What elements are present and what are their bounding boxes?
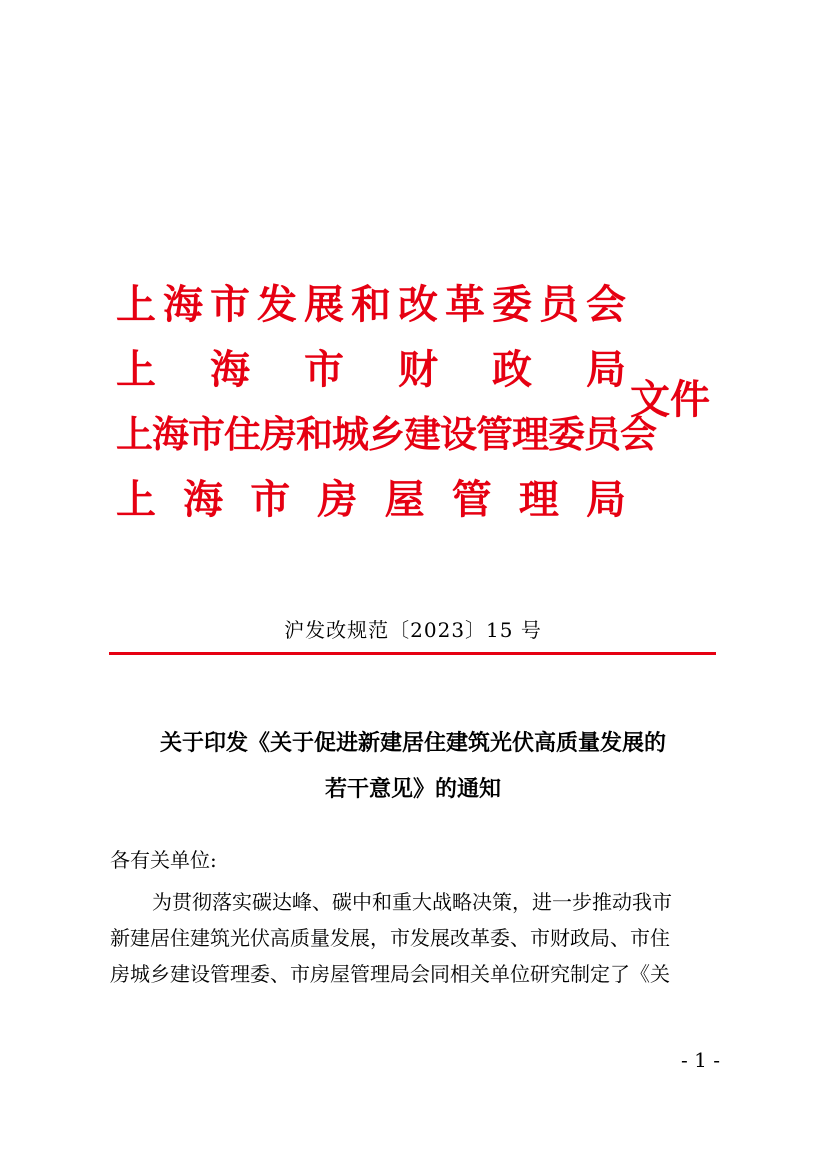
body-line-2: 新建居住建筑光伏高质量发展，市发展改革委、市财政局、市住 — [110, 926, 670, 950]
issuer-char: 局 — [585, 476, 626, 523]
issuer-char: 委 — [492, 281, 532, 328]
salutation: 各有关单位: — [110, 848, 217, 872]
issuer-char: 海 — [210, 346, 250, 393]
document-suffix: 文件 — [630, 376, 710, 423]
issuer-line-3 — [116, 402, 656, 467]
issuer-char: 局 — [586, 346, 626, 393]
body-paragraph — [110, 884, 720, 992]
issuer-char: 屋 — [384, 476, 425, 523]
issuer-char: 政 — [492, 346, 532, 393]
issuer-char: 上 — [116, 346, 156, 393]
issuer-char: 员 — [539, 281, 579, 328]
issuer-char: 和 — [351, 281, 391, 328]
issuer-char: 上 — [116, 281, 156, 328]
issuer-char: 海 — [183, 476, 224, 523]
issuer-header — [116, 272, 656, 532]
issuer-char: 财 — [398, 346, 438, 393]
issuer-char: 市 — [304, 346, 344, 393]
body-line-1: 为贯彻落实碳达峰、碳中和重大战略决策，进一步推动我市 — [152, 890, 672, 914]
body-line-3: 房城乡建设管理委、市房屋管理局会同相关单位研究制定了《关 — [110, 962, 670, 986]
issuer-char: 房 — [317, 476, 358, 523]
issuer-char: 上 — [116, 476, 156, 523]
title-line-1: 关于印发《关于促进新建居住建筑光伏高质量发展的 — [159, 730, 666, 756]
issuer-line-1 — [116, 272, 626, 337]
document-number: 沪发改规范〔2023〕15 号 — [284, 618, 542, 642]
issuer-char: 展 — [304, 281, 344, 328]
document-title — [110, 720, 716, 812]
red-divider — [109, 652, 716, 655]
issuer-char: 管 — [451, 476, 492, 523]
issuer-char: 理 — [518, 476, 559, 523]
title-line-2: 若干意见》的通知 — [324, 776, 501, 802]
issuer-char: 市 — [250, 476, 291, 523]
issuer-char: 海 — [163, 281, 203, 328]
issuer-char: 市 — [210, 281, 250, 328]
issuer-line-4 — [116, 467, 626, 532]
issuer-char: 发 — [257, 281, 297, 328]
issuer-char: 改 — [398, 281, 438, 328]
issuer-text: 上海市住房和城乡建设管理委员会 — [116, 412, 656, 456]
page-number: - 1 - — [681, 1048, 720, 1072]
issuer-char: 革 — [445, 281, 485, 328]
issuer-char: 会 — [586, 281, 626, 328]
issuer-line-2 — [116, 337, 626, 402]
